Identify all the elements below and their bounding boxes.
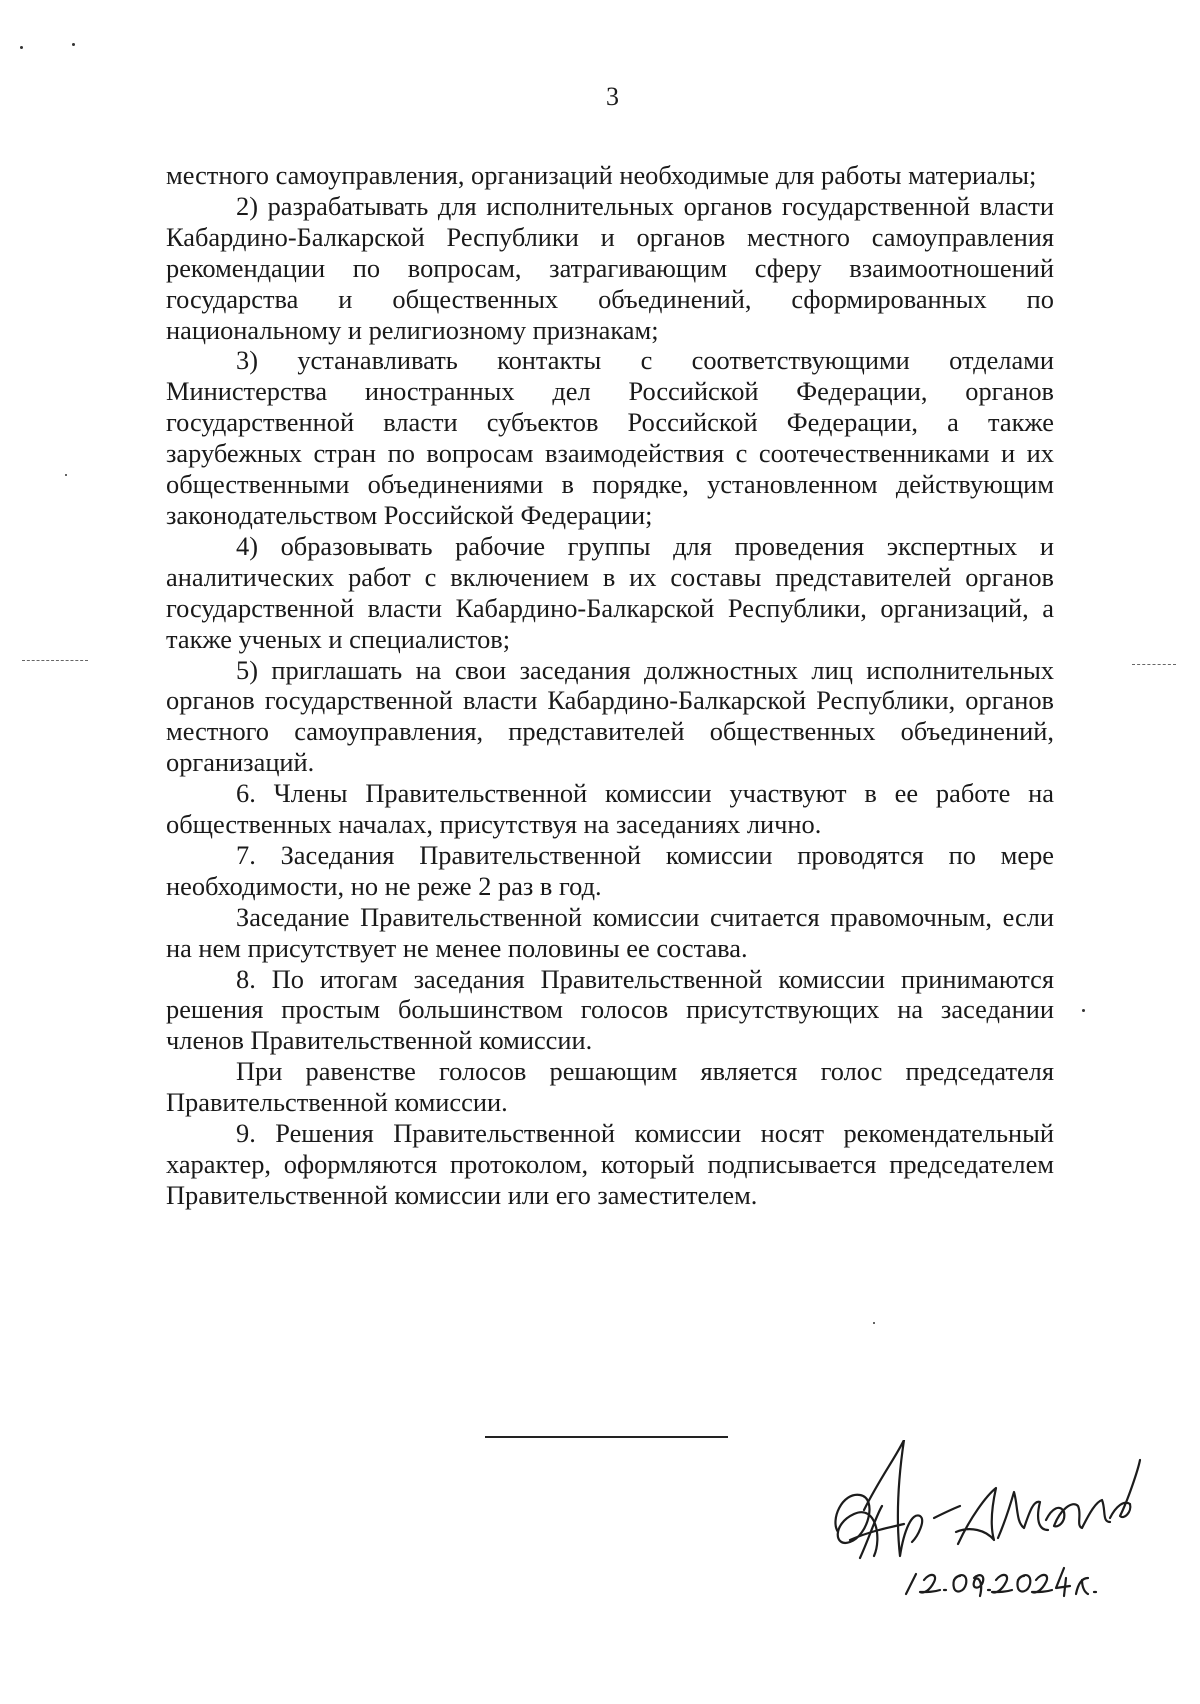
- paragraph: 3) устанавливать контакты с соответствующими отделами Министерства иностранных дел Российской Федерации, органов государственной власти субъектов Российской Федерации, а также зарубежных стран по вопросам взаимодействия с соотечественниками и их общественными объединениями в порядке, установленном действующим законодательством Российской Федерации;: [166, 345, 1054, 530]
- paragraph: 4) образовывать рабочие группы для проведения экспертных и аналитических работ с включением в их составы представителей органов государственной власти Кабардино-Балкарской Республики, организаций, а также ученых и специалистов;: [166, 530, 1054, 654]
- document-body: [166, 160, 1054, 1211]
- scan-speck: [873, 1322, 875, 1324]
- scan-speck: [20, 46, 23, 49]
- scan-speck: [1082, 1009, 1085, 1012]
- scan-speck: [65, 474, 67, 476]
- paragraph: 8. По итогам заседания Правительственной комиссии принимаются решения простым большинством голосов присутствующих на заседании членов Правительственной комиссии.: [166, 963, 1054, 1056]
- scan-speck: [72, 43, 75, 46]
- paragraph: местного самоуправления, организаций необходимые для работы материалы;: [166, 160, 1037, 190]
- paragraph: 7. Заседания Правительственной комиссии проводятся по мере необходимости, но не реже 2 раз в год.: [166, 839, 1054, 901]
- paragraph: Заседание Правительственной комиссии считается правомочным, если на нем присутствует не менее половины ее состава.: [166, 901, 1054, 963]
- paragraph: 6. Члены Правительственной комиссии участвуют в ее работе на общественных началах, присутствуя на заседаниях лично.: [166, 778, 1054, 840]
- paragraph: 5) приглашать на свои заседания должностных лиц исполнительных органов государственной власти Кабардино-Балкарской Республики, органов местного самоуправления, представителей общественных объединений, организаций.: [166, 654, 1054, 778]
- scan-artifact-line: [22, 660, 88, 662]
- paragraph: При равенстве голосов решающим является голос председателя Правительственной комиссии.: [166, 1056, 1054, 1118]
- scan-artifact-line: [1132, 664, 1176, 666]
- paragraph: 2) разрабатывать для исполнительных органов государственной власти Кабардино-Балкарской Республики и органов местного самоуправления рекомендации по вопросам, затрагивающим сферу взаимоотношений государства и общественных объединений, сформированных по национальному и религиозному признакам;: [166, 190, 1054, 345]
- paragraph: 9. Решения Правительственной комиссии носят рекомендательный характер, оформляются протоколом, который подписывается председателем Правительственной комиссии или его заместителем.: [166, 1118, 1054, 1210]
- end-separator-line: [485, 1436, 728, 1438]
- handwritten-signature: [820, 1440, 1150, 1600]
- page-number: 3: [606, 82, 619, 111]
